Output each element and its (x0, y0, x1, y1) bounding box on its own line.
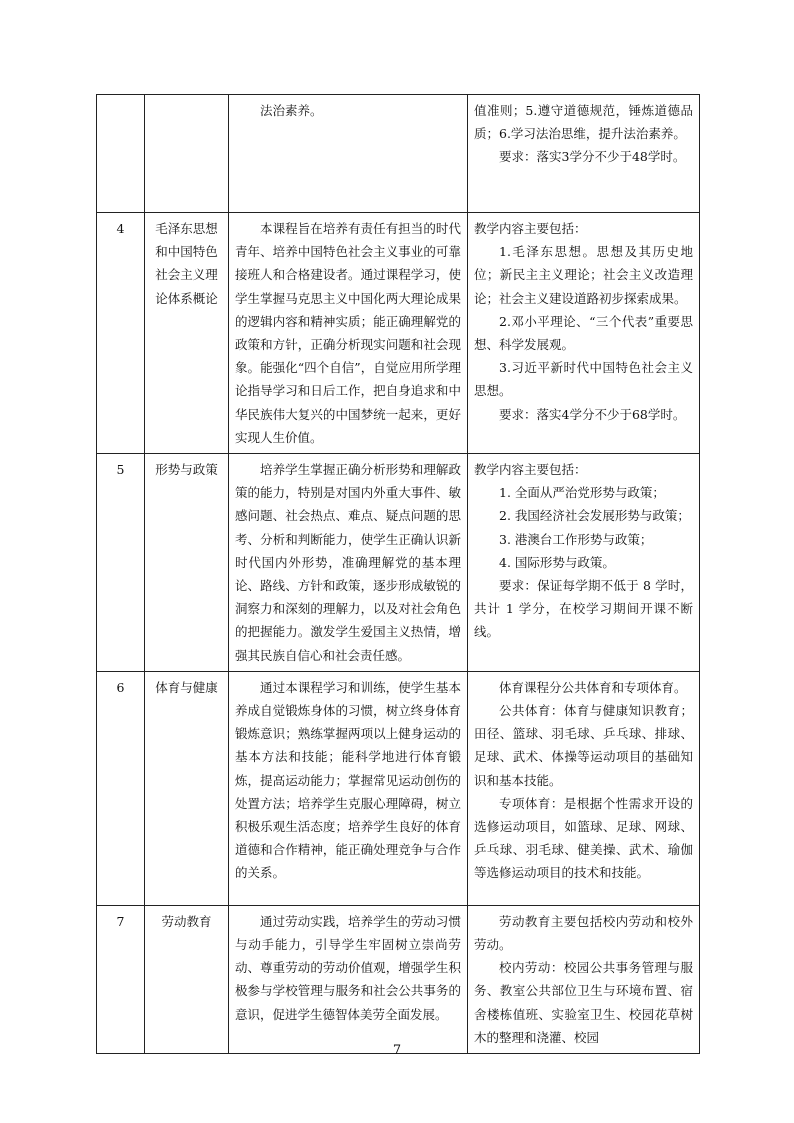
row-number: 7 (97, 905, 145, 1053)
requirement-text: 要求：落实4学分不少于68学时。 (499, 406, 686, 422)
table-row (97, 454, 700, 672)
course-goal: 通过劳动实践，培养学生的劳动习惯与动手能力，引导学生牢固树立崇尚劳动、尊重劳动的劳动价值观，增强学生积极参与学校管理与服务和社会公共事务的意识，促进学生德智体美劳全面发展。 (229, 905, 468, 1053)
content-paragraph: 校内劳动：校园公共事务管理与服务、教室公共部位卫生与环境布置、宿舍楼栋值班、实验室卫生、校园花草树木的整理和浇灌、校园 (474, 960, 693, 1045)
table-row (97, 671, 700, 905)
content-item: 4. 国际形势与政策。 (499, 554, 615, 570)
content-paragraph: 公共体育：体育与健康知识教育；田径、篮球、羽毛球、乒乓球、排球、足球、武术、体操等运动项目的基础知识和基本技能。 (474, 703, 693, 788)
row-number: 4 (97, 213, 145, 454)
content-paragraph: 专项体育：是根据个性需求开设的选修运动项目，如篮球、足球、网球、乒乓球、羽毛球、健美操、武术、瑜伽等选修运动项目的技术和技能。 (474, 795, 693, 881)
row-number: 6 (97, 671, 145, 905)
content-intro: 教学内容主要包括： (474, 221, 587, 236)
course-name: 劳动教育 (145, 905, 229, 1053)
page-number: 7 (392, 1043, 402, 1058)
course-content (468, 213, 700, 454)
content-item: 2. 我国经济社会发展形势与政策； (499, 508, 690, 524)
content-paragraph: 体育课程分公共体育和专项体育。 (499, 679, 687, 695)
content-item: 3. 港澳台工作形势与政策； (499, 531, 653, 547)
course-table (96, 94, 700, 1054)
content-item: 2.邓小平理论、“三个代表”重要思想、科学发展观。 (474, 313, 693, 353)
content-item: 3.习近平新时代中国特色社会主义思想。 (474, 360, 693, 399)
content-item: 1.毛泽东思想。思想及其历史地位；新民主主义理论；社会主义改造理论；社会主义建设道路初步探索成果。 (474, 244, 693, 306)
content-intro: 教学内容主要包括： (474, 462, 587, 478)
course-goal: 法治素养。 (229, 95, 468, 213)
course-content (468, 454, 700, 672)
table-row (97, 905, 700, 1053)
requirement-text: 要求：落实3学分不少于48学时。 (499, 149, 686, 165)
course-goal: 培养学生掌握正确分析形势和理解政策的能力，特别是对国内外重大事件、敏感问题、社会热点、难点、疑点问题的思考、分析和判断能力，使学生正确认识新时代国内外形势，准确理解党的基本理论、路线、方针和政策，逐步形成敏锐的洞察力和深刻的理解力，以及对社会角色的把握能力。激发学生爱国主义热情，增强其民族自信心和社会责任感。 (229, 454, 468, 672)
table-row (97, 95, 700, 213)
course-name: 形势与政策 (145, 454, 229, 672)
course-name: 毛泽东思想和中国特色社会主义理论体系概论 (145, 213, 229, 454)
row-number (97, 95, 145, 213)
content-item: 1. 全面从严治党形势与政策； (499, 485, 665, 501)
course-goal: 本课程旨在培养有责任有担当的时代青年、培养中国特色社会主义事业的可靠接班人和合格建设者。通过课程学习，使学生掌握马克思主义中国化两大理论成果的逻辑内容和精神实质；能正确理解党的政策和方针，正确分析现实问题和社会现象。能强化“四个自信”，自觉应用所学理论指导学习和日后工作，把自身追求和中华民族伟大复兴的中国梦统一起来，更好实现人生价值。 (229, 213, 468, 454)
row-number: 5 (97, 454, 145, 672)
course-content (468, 671, 700, 905)
course-content (468, 905, 700, 1053)
course-name: 体育与健康 (145, 671, 229, 905)
table-row (97, 213, 700, 454)
course-name (145, 95, 229, 213)
course-content: 值准则；5.遵守道德规范，锤炼道德品质；6.学习法治思维，提升法治素养。 要求：落实3学分不少于48学时。 (468, 95, 700, 213)
requirement-text: 要求：保证每学期不低于 8 学时，共计 1 学分，在校学习期间开课不断线。 (474, 578, 693, 640)
content-paragraph: 劳动教育主要包括校内劳动和校外劳动。 (474, 913, 693, 953)
course-goal: 通过本课程学习和训练，使学生基本养成自觉锻炼身体的习惯，树立终身体育锻炼意识；熟练掌握两项以上健身运动的基本方法和技能；能科学地进行体育锻炼，提高运动能力；掌握常见运动创伤的处置方法；培养学生克服心理障碍，树立积极乐观生活态度；培养学生良好的体育道德和合作精神，能正确处理竞争与合作的关系。 (229, 671, 468, 905)
